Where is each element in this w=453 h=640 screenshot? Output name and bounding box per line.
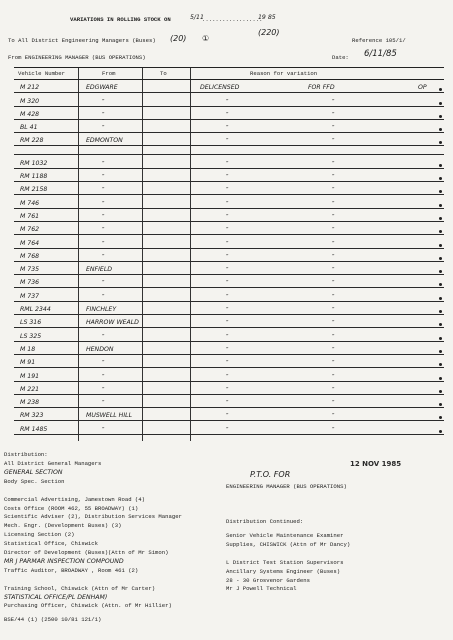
reason: ” bbox=[226, 213, 229, 220]
reason: ” bbox=[226, 267, 229, 274]
from-depot: MUSWELL HILL bbox=[86, 412, 133, 420]
from-depot: HENDON bbox=[86, 345, 114, 353]
vehicle-number: M 212 bbox=[20, 84, 40, 92]
vehicle-number: RM 2158 bbox=[20, 186, 48, 194]
vehicle-number: M 737 bbox=[20, 292, 40, 300]
distribution-continued-item: 28 - 30 Grosvenor Gardens bbox=[226, 576, 310, 584]
row-end-mark bbox=[439, 377, 442, 380]
distribution-item: All District General Managers bbox=[4, 460, 102, 467]
from-depot: ” bbox=[102, 227, 105, 234]
row-end-mark bbox=[439, 244, 442, 247]
table-row bbox=[14, 262, 444, 275]
reason-detail: ” bbox=[332, 125, 335, 132]
from-depot: ” bbox=[102, 98, 105, 105]
from-depot: EDGWARE bbox=[86, 84, 118, 92]
row-end-mark bbox=[439, 310, 442, 313]
reason: ” bbox=[226, 333, 229, 340]
vehicle-number: LS 316 bbox=[20, 319, 42, 327]
reason-detail: ” bbox=[332, 200, 335, 207]
row-end-mark bbox=[439, 430, 442, 433]
reason-detail: ” bbox=[332, 253, 335, 260]
row-end-mark bbox=[439, 390, 442, 393]
to-number: (220) bbox=[258, 28, 280, 37]
distribution-item: Scientific Adviser (2), Distribution Services Manager bbox=[4, 513, 182, 521]
vehicle-number: M 320 bbox=[20, 97, 40, 105]
reason: ” bbox=[226, 200, 229, 207]
to-handwritten: (20) bbox=[170, 34, 187, 43]
title-prefix: VARIATIONS IN ROLLING STOCK ON bbox=[70, 16, 171, 23]
table-row bbox=[14, 288, 444, 301]
reason-detail: ” bbox=[332, 240, 335, 247]
vehicle-number: RM 1032 bbox=[20, 159, 48, 167]
row-end-mark bbox=[439, 230, 442, 233]
table-row bbox=[14, 133, 444, 146]
row-end-mark bbox=[439, 190, 442, 193]
reason: DELICENSED bbox=[200, 84, 240, 92]
row-end-mark bbox=[439, 283, 442, 286]
vehicle-number: M 762 bbox=[20, 226, 40, 234]
distribution-continued-item: Senior Vehicle Maintenance Examiner bbox=[226, 532, 344, 539]
from-depot: ” bbox=[102, 253, 105, 260]
row-end-mark bbox=[439, 115, 442, 118]
from-depot: ” bbox=[102, 187, 105, 194]
from-depot: ” bbox=[102, 400, 105, 407]
row-end-mark bbox=[439, 297, 442, 300]
reason: ” bbox=[226, 400, 229, 407]
distribution-continued-item: Mr J Powell Technical bbox=[226, 585, 297, 593]
vehicle-number: RML 2344 bbox=[20, 306, 51, 314]
row-end-mark bbox=[439, 204, 442, 207]
vehicle-number: M 191 bbox=[20, 372, 40, 380]
from-depot: ” bbox=[102, 160, 105, 167]
vehicle-number: M 428 bbox=[20, 110, 40, 118]
vehicle-number: M 736 bbox=[20, 279, 40, 287]
table-row bbox=[14, 195, 444, 208]
from-depot: EDMONTON bbox=[86, 137, 123, 145]
vehicle-number: M 735 bbox=[20, 266, 40, 274]
row-end-mark bbox=[439, 416, 442, 419]
vehicle-number: M 746 bbox=[20, 199, 40, 207]
reason-detail: ” bbox=[332, 386, 335, 393]
reason: ” bbox=[226, 307, 229, 314]
reason-detail: ” bbox=[332, 267, 335, 274]
reason-detail: ” bbox=[332, 400, 335, 407]
row-end-mark bbox=[439, 337, 442, 340]
table-row bbox=[14, 408, 444, 421]
col-reason-header: Reason for variation bbox=[250, 70, 318, 77]
reason-detail: ” bbox=[332, 360, 335, 367]
table-row bbox=[14, 395, 444, 408]
col-from-header: From bbox=[102, 70, 116, 77]
from-depot: ” bbox=[102, 333, 105, 340]
reason: ” bbox=[226, 160, 229, 167]
from-depot: ” bbox=[102, 200, 105, 207]
table-row bbox=[14, 342, 444, 355]
table-row bbox=[14, 235, 444, 248]
reason: ” bbox=[226, 98, 229, 105]
from-depot: ” bbox=[102, 213, 105, 220]
table-row bbox=[14, 80, 444, 93]
row-end-mark bbox=[439, 141, 442, 144]
reason-detail: ” bbox=[332, 213, 335, 220]
rolling-stock-table bbox=[14, 67, 444, 435]
vehicle-number: M 221 bbox=[20, 385, 40, 393]
table-row bbox=[14, 120, 444, 133]
distribution-continued-item: Ancillary Systems Engineer (Buses) bbox=[226, 567, 341, 575]
table-header bbox=[14, 67, 444, 80]
row-end-mark bbox=[439, 323, 442, 326]
distribution-continued-item: L District Test Station Supervisors bbox=[226, 558, 344, 566]
row-end-mark bbox=[439, 102, 442, 105]
distribution-item: Commercial Advertising, Jamestown Road (4) bbox=[4, 495, 145, 503]
reason-detail: ” bbox=[332, 174, 335, 181]
reason: ” bbox=[226, 386, 229, 393]
reason: ” bbox=[226, 253, 229, 260]
table-row bbox=[14, 368, 444, 381]
table-row bbox=[14, 328, 444, 341]
table-row bbox=[14, 182, 444, 195]
from-depot: FINCHLEY bbox=[86, 306, 117, 314]
reason: ” bbox=[226, 111, 229, 118]
reason-detail: ” bbox=[332, 373, 335, 380]
reason: ” bbox=[226, 293, 229, 300]
reason-detail: ” bbox=[332, 227, 335, 234]
distribution-item: STATISTICAL OFFICE/PL DENHAM) bbox=[4, 593, 108, 601]
table-row bbox=[14, 107, 444, 120]
reason: ” bbox=[226, 138, 229, 145]
reason-extra: OP bbox=[418, 84, 427, 92]
table-row bbox=[14, 302, 444, 315]
from-depot: ” bbox=[102, 360, 105, 367]
date-label: Date: bbox=[332, 54, 349, 61]
reason-detail: ” bbox=[332, 426, 335, 433]
reason-detail: FOR FFD bbox=[308, 84, 335, 92]
distribution-item: Statistical Office, Chiswick bbox=[4, 540, 98, 548]
vehicle-number: M 91 bbox=[20, 359, 36, 367]
reason-detail: ” bbox=[332, 307, 335, 314]
row-end-mark bbox=[439, 270, 442, 273]
from-depot: ” bbox=[102, 174, 105, 181]
reason: ” bbox=[226, 373, 229, 380]
vehicle-number: M 768 bbox=[20, 252, 40, 260]
table-row bbox=[14, 169, 444, 182]
reason-detail: ” bbox=[332, 320, 335, 327]
vehicle-number: M 761 bbox=[20, 212, 40, 220]
distribution-item: Purchasing Officer, Chiswick (Attn. of Mr Hillier) bbox=[4, 602, 172, 610]
from-depot: ” bbox=[102, 111, 105, 118]
vehicle-number: BL 41 bbox=[20, 124, 38, 132]
table-row bbox=[14, 275, 444, 288]
vehicle-number: RM 323 bbox=[20, 412, 44, 420]
signer: ENGINEERING MANAGER (BUS OPERATIONS) bbox=[226, 483, 347, 490]
reason-detail: ” bbox=[332, 111, 335, 118]
row-end-mark bbox=[439, 164, 442, 167]
table-row bbox=[14, 315, 444, 328]
vehicle-number: M 238 bbox=[20, 399, 40, 407]
reason: ” bbox=[226, 227, 229, 234]
table-row bbox=[14, 155, 444, 168]
col-to-header: To bbox=[160, 70, 167, 77]
distribution-item: Traffic Auditor, BROADWAY , Room 461 (2) bbox=[4, 566, 139, 574]
distribution-continued-item: Supplies, CHISWICK (Attn of Mr Dancy) bbox=[226, 540, 351, 548]
to-line: To All District Engineering Managers (Buses) bbox=[8, 37, 156, 44]
from-depot: ” bbox=[102, 293, 105, 300]
vehicle-number: RM 1485 bbox=[20, 425, 48, 433]
title-dots: .................. bbox=[202, 16, 263, 23]
distribution-item: MR J PARMAR INSPECTION COMPOUND bbox=[4, 557, 124, 565]
table-row bbox=[14, 382, 444, 395]
row-end-mark bbox=[439, 177, 442, 180]
reason: ” bbox=[226, 426, 229, 433]
vehicle-number: M 764 bbox=[20, 239, 40, 247]
table-row bbox=[14, 209, 444, 222]
table-row bbox=[14, 355, 444, 368]
distribution-item: GENERAL SECTION bbox=[4, 468, 63, 476]
date-value: 6/11/85 bbox=[364, 49, 397, 59]
col-vehicle-header: Vehicle Number bbox=[18, 70, 65, 77]
reason-detail: ” bbox=[332, 280, 335, 287]
reason: ” bbox=[226, 346, 229, 353]
footer-code: BSE/44 (1) (2500 10/81 121/1) bbox=[4, 616, 102, 623]
vehicle-number: LS 325 bbox=[20, 332, 42, 340]
from-depot: ” bbox=[102, 426, 105, 433]
reason: ” bbox=[226, 125, 229, 132]
reason: ” bbox=[226, 413, 229, 420]
distribution-item: Body Spec. Section bbox=[4, 477, 65, 485]
vehicle-number: M 18 bbox=[20, 345, 36, 353]
reason-detail: ” bbox=[332, 138, 335, 145]
table-body bbox=[14, 80, 444, 435]
reason-detail: ” bbox=[332, 413, 335, 420]
row-end-mark bbox=[439, 88, 442, 91]
row-end-mark bbox=[439, 257, 442, 260]
from-depot: ” bbox=[102, 373, 105, 380]
to-circled: ① bbox=[202, 34, 210, 43]
from-line: From ENGINEERING MANAGER (BUS OPERATIONS) bbox=[8, 54, 146, 61]
signature: P.T.O. FOR bbox=[250, 470, 291, 479]
from-depot: ENFIELD bbox=[86, 266, 113, 274]
from-depot: ” bbox=[102, 125, 105, 132]
vehicle-number: RM 1188 bbox=[20, 173, 48, 181]
distribution-item: Training School, Chiswick (Attn of Mr Carter) bbox=[4, 584, 156, 592]
continued-heading: Distribution Continued: bbox=[226, 518, 304, 525]
table-row bbox=[14, 146, 444, 155]
from-depot: ” bbox=[102, 280, 105, 287]
distribution-item: Director of Development (Buses)(Attn of Mr Simon) bbox=[4, 549, 169, 556]
row-end-mark bbox=[439, 350, 442, 353]
reason-detail: ” bbox=[332, 346, 335, 353]
reason: ” bbox=[226, 360, 229, 367]
distribution-item: Costs Office (ROOM 462, 55 BROADWAY) (1) bbox=[4, 504, 139, 512]
reference: Reference 105/1/ bbox=[352, 37, 406, 44]
reason: ” bbox=[226, 187, 229, 194]
table-row bbox=[14, 222, 444, 235]
from-depot: ” bbox=[102, 386, 105, 393]
reason-detail: ” bbox=[332, 98, 335, 105]
row-end-mark bbox=[439, 217, 442, 220]
table-row bbox=[14, 421, 444, 434]
row-end-mark bbox=[439, 403, 442, 406]
table-row bbox=[14, 249, 444, 262]
reason: ” bbox=[226, 280, 229, 287]
reason: ” bbox=[226, 174, 229, 181]
vehicle-number: RM 228 bbox=[20, 137, 44, 145]
table-row bbox=[14, 93, 444, 106]
reason-detail: ” bbox=[332, 160, 335, 167]
from-depot: HARROW WEALD bbox=[86, 319, 139, 327]
reason: ” bbox=[226, 320, 229, 327]
from-depot: ” bbox=[102, 240, 105, 247]
reason-detail: ” bbox=[332, 333, 335, 340]
row-end-mark bbox=[439, 128, 442, 131]
row-end-mark bbox=[439, 363, 442, 366]
reason: ” bbox=[226, 240, 229, 247]
distribution-item: Licensing Section (2) bbox=[4, 531, 75, 539]
title-date: 5/11 bbox=[190, 14, 204, 21]
received-stamp: 12 NOV 1985 bbox=[350, 460, 402, 468]
distribution-item: Mech. Engr. (Development Buses) (3) bbox=[4, 522, 122, 530]
title-year: 19 85 bbox=[258, 14, 276, 21]
reason-detail: ” bbox=[332, 187, 335, 194]
distribution-heading: Distribution: bbox=[4, 451, 48, 458]
reason-detail: ” bbox=[332, 293, 335, 300]
